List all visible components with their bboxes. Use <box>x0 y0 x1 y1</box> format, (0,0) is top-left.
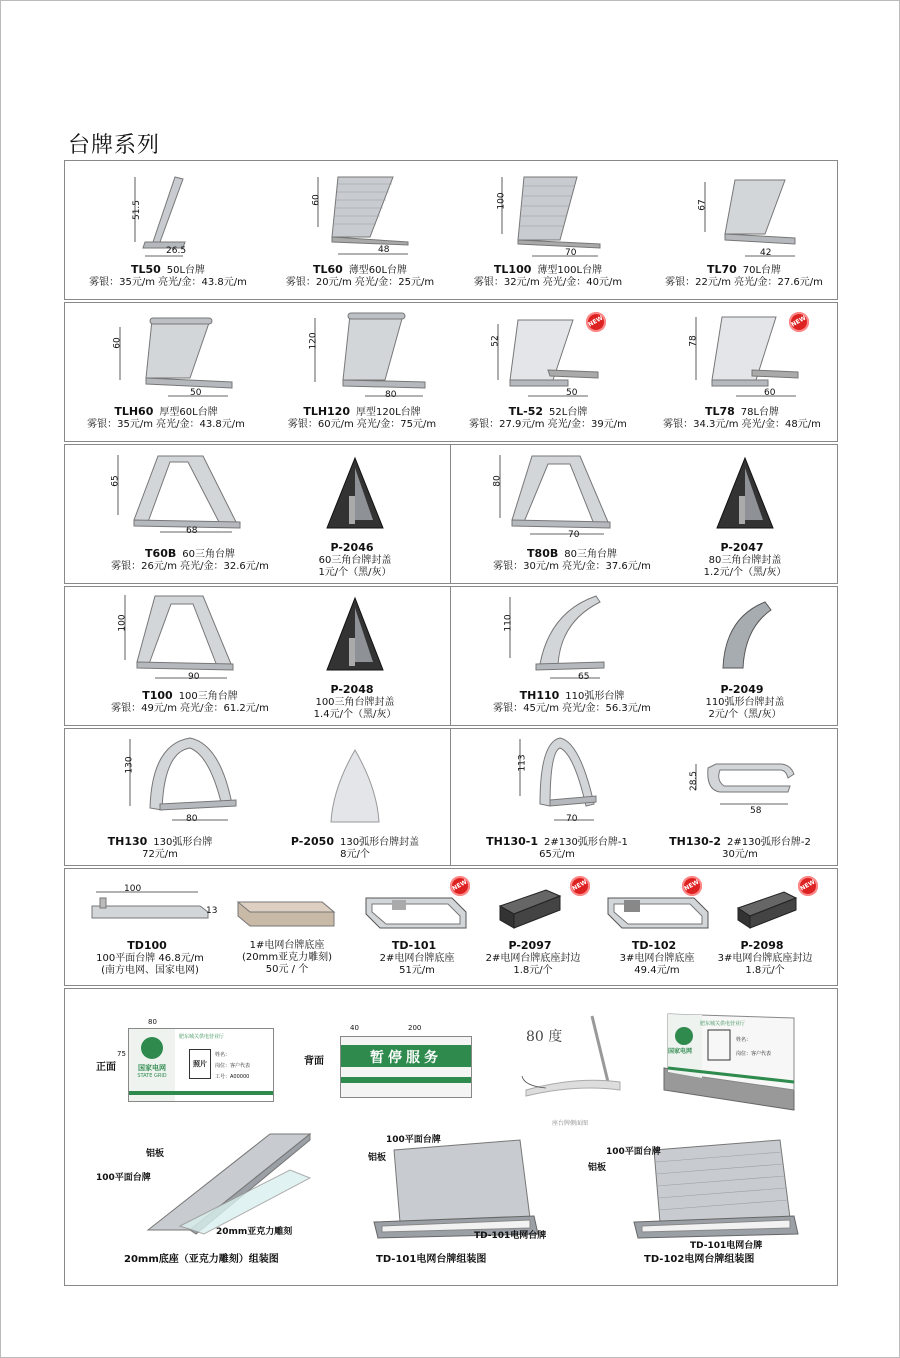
product-price: 72元/m <box>142 849 178 860</box>
product-desc: 1#电网台牌底座 <box>249 940 325 951</box>
photo-card-post: 岗位：客户代表 <box>736 1051 772 1057</box>
product-tl52 <box>458 406 638 431</box>
asm3-caption: TD-102电网台牌组装图 <box>644 1254 755 1265</box>
divider-row4 <box>450 586 451 726</box>
product-name: 110弧形台牌 <box>565 691 625 702</box>
product-p2098 <box>700 940 830 977</box>
back-label: 背面 <box>304 1056 324 1067</box>
dim-w-tl100: 70 <box>565 248 577 258</box>
dim-w-tl78: 60 <box>764 388 776 398</box>
product-name: 110弧形台牌封盖 <box>705 697 785 708</box>
product-name: 薄型60L台牌 <box>348 265 408 276</box>
back-card-stripe <box>341 1077 471 1083</box>
product-p2048 <box>290 684 420 721</box>
product-name: 厚型60L台牌 <box>159 407 218 418</box>
product-image-td100 <box>86 884 216 929</box>
product-price: 65元/m <box>539 849 575 860</box>
product-code: TH130-2 <box>669 835 722 848</box>
product-code: TL70 <box>706 263 737 276</box>
product-name: 50L台牌 <box>166 265 206 276</box>
dim-h-tl60: 60 <box>311 194 322 206</box>
product-tlh60 <box>76 406 256 431</box>
product-name: 厚型120L台牌 <box>356 407 421 418</box>
dim-w-tl60: 48 <box>378 245 390 255</box>
front-card-stripe <box>129 1091 273 1095</box>
product-image-p2046 <box>325 456 385 531</box>
product-code: TL50 <box>130 263 161 276</box>
product-code: P-2098 <box>740 939 784 952</box>
back-dim-a: 40 <box>350 1024 359 1032</box>
front-dim-w: 80 <box>148 1018 157 1026</box>
dim-w-t60b: 68 <box>186 526 198 536</box>
dim-w-td100: 100 <box>124 884 142 894</box>
product-name: 60三角台牌封盖 <box>318 555 392 566</box>
dim-h-tl50: 51.5 <box>132 199 143 221</box>
product-base1 <box>222 940 352 976</box>
dim-h-tl78: 78 <box>688 335 699 347</box>
product-price: 49.4元/m <box>634 965 680 976</box>
product-image-td101 <box>362 890 472 936</box>
photo-card-name: 姓名： <box>736 1037 752 1043</box>
product-name: 80三角台牌封盖 <box>708 555 782 566</box>
product-image-p2047 <box>715 456 775 531</box>
product-name: 80三角台牌 <box>564 549 617 560</box>
product-tl50 <box>78 264 258 289</box>
product-image-p2097 <box>496 884 566 932</box>
product-name: 100三角台牌封盖 <box>315 697 395 708</box>
product-th110 <box>462 690 682 715</box>
product-p2050 <box>270 836 440 861</box>
dim-w-t80b: 70 <box>568 530 580 540</box>
asm3-label-c: TD-101电网台牌 <box>690 1241 763 1251</box>
product-price: 雾银：35元/m 亮光/金：43.8元/m <box>89 277 247 288</box>
photo-label: 照片 <box>193 1060 207 1068</box>
product-price: 1.8元/个 <box>745 965 785 976</box>
product-image-tl60 <box>308 172 418 262</box>
dim-h-th1301: 113 <box>517 754 528 772</box>
dim-h-tl70: 67 <box>697 199 708 211</box>
product-desc: (南方电网、国家电网) <box>101 965 199 976</box>
product-tlh120 <box>272 406 452 431</box>
product-t60b <box>80 548 300 573</box>
product-image-th1301 <box>510 734 610 826</box>
dim-h-td100: 13 <box>206 906 218 916</box>
product-price: 8元/个 <box>340 849 370 860</box>
product-price: 30元/m <box>722 849 758 860</box>
product-price: 雾银：27.9元/m 亮光/金：39元/m <box>469 419 627 430</box>
product-code: P-2050 <box>290 835 334 848</box>
product-price: 1.2元/个（黑/灰） <box>703 567 787 578</box>
product-code: P-2047 <box>720 541 764 554</box>
product-code: T100 <box>142 689 173 702</box>
product-image-p2098 <box>734 886 804 932</box>
photo-card-stand <box>654 1010 804 1124</box>
dim-h-tlh60: 60 <box>112 337 123 349</box>
dim-w-tl52: 50 <box>566 388 578 398</box>
product-image-tl100 <box>492 172 612 262</box>
back-dim-b: 200 <box>408 1024 422 1032</box>
dim-h-tl52: 52 <box>490 335 501 347</box>
product-desc: 100平面台牌 46.8元/m <box>96 953 204 964</box>
dim-w-th130: 80 <box>186 814 198 824</box>
product-t100 <box>80 690 300 715</box>
new-badge-td101: NEW <box>446 872 473 899</box>
product-tl100 <box>458 264 638 289</box>
asm1-label-c: 20mm亚克力雕刻 <box>216 1227 293 1237</box>
product-image-td102 <box>604 890 714 936</box>
product-code: TLH120 <box>303 405 350 418</box>
dim-w-th1301: 70 <box>566 814 578 824</box>
front-card <box>128 1028 274 1102</box>
new-badge-tl52: NEW <box>582 308 609 335</box>
product-desc: 2#电网台牌底座 <box>379 953 455 964</box>
product-image-t80b <box>490 450 620 542</box>
product-name: 70L台牌 <box>742 265 782 276</box>
product-code: TD-102 <box>631 939 677 952</box>
product-tl70 <box>654 264 834 289</box>
dim-h-t60b: 65 <box>110 475 121 487</box>
product-name: 52L台牌 <box>549 407 588 418</box>
product-code: P-2097 <box>508 939 552 952</box>
asm2-label-b: 铝板 <box>368 1153 387 1163</box>
product-p2097 <box>468 940 598 977</box>
product-code: P-2049 <box>720 683 764 696</box>
product-name: 100三角台牌 <box>178 691 238 702</box>
dim-h-tl100: 100 <box>496 192 507 210</box>
product-image-t60b <box>108 450 248 542</box>
angle-text: 80 度 <box>526 1029 563 1045</box>
product-desc: 3#电网台牌底座 <box>619 953 695 964</box>
product-code: TL100 <box>493 263 532 276</box>
asm2-label-a: 100平面台牌 <box>386 1135 441 1145</box>
name-label: 姓名： <box>215 1052 231 1058</box>
asm1-caption: 20mm底座（亚克力雕刻）组装图 <box>124 1254 279 1265</box>
product-code: TH130-1 <box>486 835 539 848</box>
photo-card-company: 肥东城关供电营业厅 <box>700 1021 746 1027</box>
post-label: 岗位：客户代表 <box>215 1063 251 1069</box>
product-image-tlh60 <box>110 312 240 402</box>
dim-w-th110: 65 <box>578 672 590 682</box>
product-price: 雾银：49元/m 亮光/金：61.2元/m <box>111 703 269 714</box>
dim-h-t80b: 80 <box>492 475 503 487</box>
product-desc: 2#电网台牌底座封边 <box>485 953 581 964</box>
product-code: T80B <box>527 547 559 560</box>
asm1-label-a: 铝板 <box>146 1149 165 1159</box>
logo-en: STATE GRID <box>137 1073 167 1079</box>
product-td101 <box>352 940 482 977</box>
dim-h-th1302: 28.5 <box>689 770 700 792</box>
product-tl60 <box>270 264 450 289</box>
product-desc: 3#电网台牌底座封边 <box>717 953 813 964</box>
product-price: 雾银：45元/m 亮光/金：56.3元/m <box>493 703 651 714</box>
product-name: 60三角台牌 <box>182 549 235 560</box>
dim-w-t100: 90 <box>188 672 200 682</box>
product-code: P-2046 <box>330 541 374 554</box>
back-card-text: 暂停服务 <box>370 1050 442 1066</box>
product-price: 51元/m <box>399 965 435 976</box>
new-badge-td102: NEW <box>678 872 705 899</box>
product-p2046 <box>290 542 420 579</box>
product-price: 50元 / 个 <box>265 964 309 975</box>
globe-icon <box>141 1037 163 1059</box>
product-code: TH110 <box>519 689 560 702</box>
logo-cn: 国家电网 <box>138 1064 166 1072</box>
product-price: 1元/个（黑/灰） <box>318 567 392 578</box>
asm3-label-a: 100平面台牌 <box>606 1147 661 1157</box>
company-name: 肥东城关供电营业厅 <box>179 1034 225 1040</box>
product-code: TL-52 <box>508 405 544 418</box>
product-code: TL60 <box>312 263 343 276</box>
product-desc: (20mm亚克力雕刻) <box>241 952 332 963</box>
asm3-label-b: 铝板 <box>588 1163 607 1173</box>
dim-w-tl50: 26.5 <box>166 246 187 256</box>
product-price: 雾银：34.3元/m 亮光/金：48元/m <box>663 419 821 430</box>
id-label: 工号：A00000 <box>215 1074 250 1080</box>
product-price: 雾银：22元/m 亮光/金：27.6元/m <box>665 277 823 288</box>
product-image-th130 <box>120 734 250 826</box>
dim-w-tl70: 42 <box>760 248 772 258</box>
back-card <box>340 1036 472 1098</box>
product-price: 雾银：60元/m 亮光/金：75元/m <box>287 419 437 430</box>
product-price: 1.8元/个 <box>513 965 553 976</box>
divider-row3 <box>450 444 451 584</box>
dim-h-tlh120: 120 <box>308 332 319 350</box>
product-p2049 <box>680 684 810 721</box>
angle-sub: 座台牌侧面图 <box>552 1120 589 1127</box>
dim-h-th130: 130 <box>124 756 135 774</box>
product-code: TD100 <box>127 939 167 952</box>
dim-w-th1302: 58 <box>750 806 762 816</box>
product-price: 雾银：35元/m 亮光/金：43.8元/m <box>87 419 245 430</box>
asm1-label-b: 100平面台牌 <box>96 1173 151 1183</box>
dim-w-tlh120: 80 <box>385 390 397 400</box>
divider-row5 <box>450 728 451 866</box>
product-p2047 <box>680 542 810 579</box>
product-name: 130弧形台牌 <box>153 837 213 848</box>
product-price: 雾银：30元/m 亮光/金：37.6元/m <box>493 561 651 572</box>
product-name: 2#130弧形台牌-2 <box>727 837 811 848</box>
product-name: 2#130弧形台牌-1 <box>544 837 628 848</box>
product-price: 雾银：32元/m 亮光/金：40元/m <box>473 277 623 288</box>
product-price: 雾银：26元/m 亮光/金：32.6元/m <box>111 561 269 572</box>
product-name: 78L台牌 <box>740 407 780 418</box>
asm2-label-c: TD-101电网台牌 <box>474 1231 547 1241</box>
product-tl78 <box>652 406 832 431</box>
product-image-th110 <box>500 592 610 684</box>
photo-box <box>189 1049 211 1079</box>
dim-w-tlh60: 50 <box>190 388 202 398</box>
product-price: 雾银：20元/m 亮光/金：25元/m <box>285 277 435 288</box>
product-image-p2048 <box>325 596 385 674</box>
product-t80b <box>462 548 682 573</box>
product-code: T60B <box>145 547 177 560</box>
front-dim-h: 75 <box>117 1050 126 1058</box>
new-badge-p2097: NEW <box>566 872 593 899</box>
product-price: 2元/个（黑/灰） <box>708 709 782 720</box>
product-image-p2050 <box>325 748 385 828</box>
product-price: 1.4元/个（黑/灰） <box>313 709 397 720</box>
product-th130 <box>90 836 230 861</box>
product-image-t100 <box>115 590 245 685</box>
product-image-tl70 <box>695 172 805 262</box>
page-title: 台牌系列 <box>68 133 161 158</box>
photo-card-logo: 国家电网 <box>668 1048 693 1055</box>
product-th1301 <box>462 836 652 861</box>
product-name: 130弧形台牌封盖 <box>339 837 420 848</box>
product-image-base1 <box>234 894 344 934</box>
product-td100 <box>70 940 230 977</box>
new-badge-tl78: NEW <box>785 308 812 335</box>
product-image-p2049 <box>715 598 775 673</box>
product-image-tl78 <box>686 312 806 402</box>
product-code: TLH60 <box>114 405 154 418</box>
dim-h-th110: 110 <box>503 614 514 632</box>
new-badge-p2098: NEW <box>794 872 821 899</box>
product-image-tlh120 <box>305 310 435 402</box>
dim-h-t100: 100 <box>117 614 128 632</box>
product-code: P-2048 <box>330 683 374 696</box>
front-label: 正面 <box>96 1062 116 1073</box>
product-code: TH130 <box>107 835 148 848</box>
product-th1302 <box>650 836 830 861</box>
product-code: TD-101 <box>391 939 437 952</box>
product-name: 薄型100L台牌 <box>537 265 603 276</box>
product-code: TL78 <box>704 405 735 418</box>
asm2-caption: TD-101电网台牌组装图 <box>376 1254 487 1265</box>
